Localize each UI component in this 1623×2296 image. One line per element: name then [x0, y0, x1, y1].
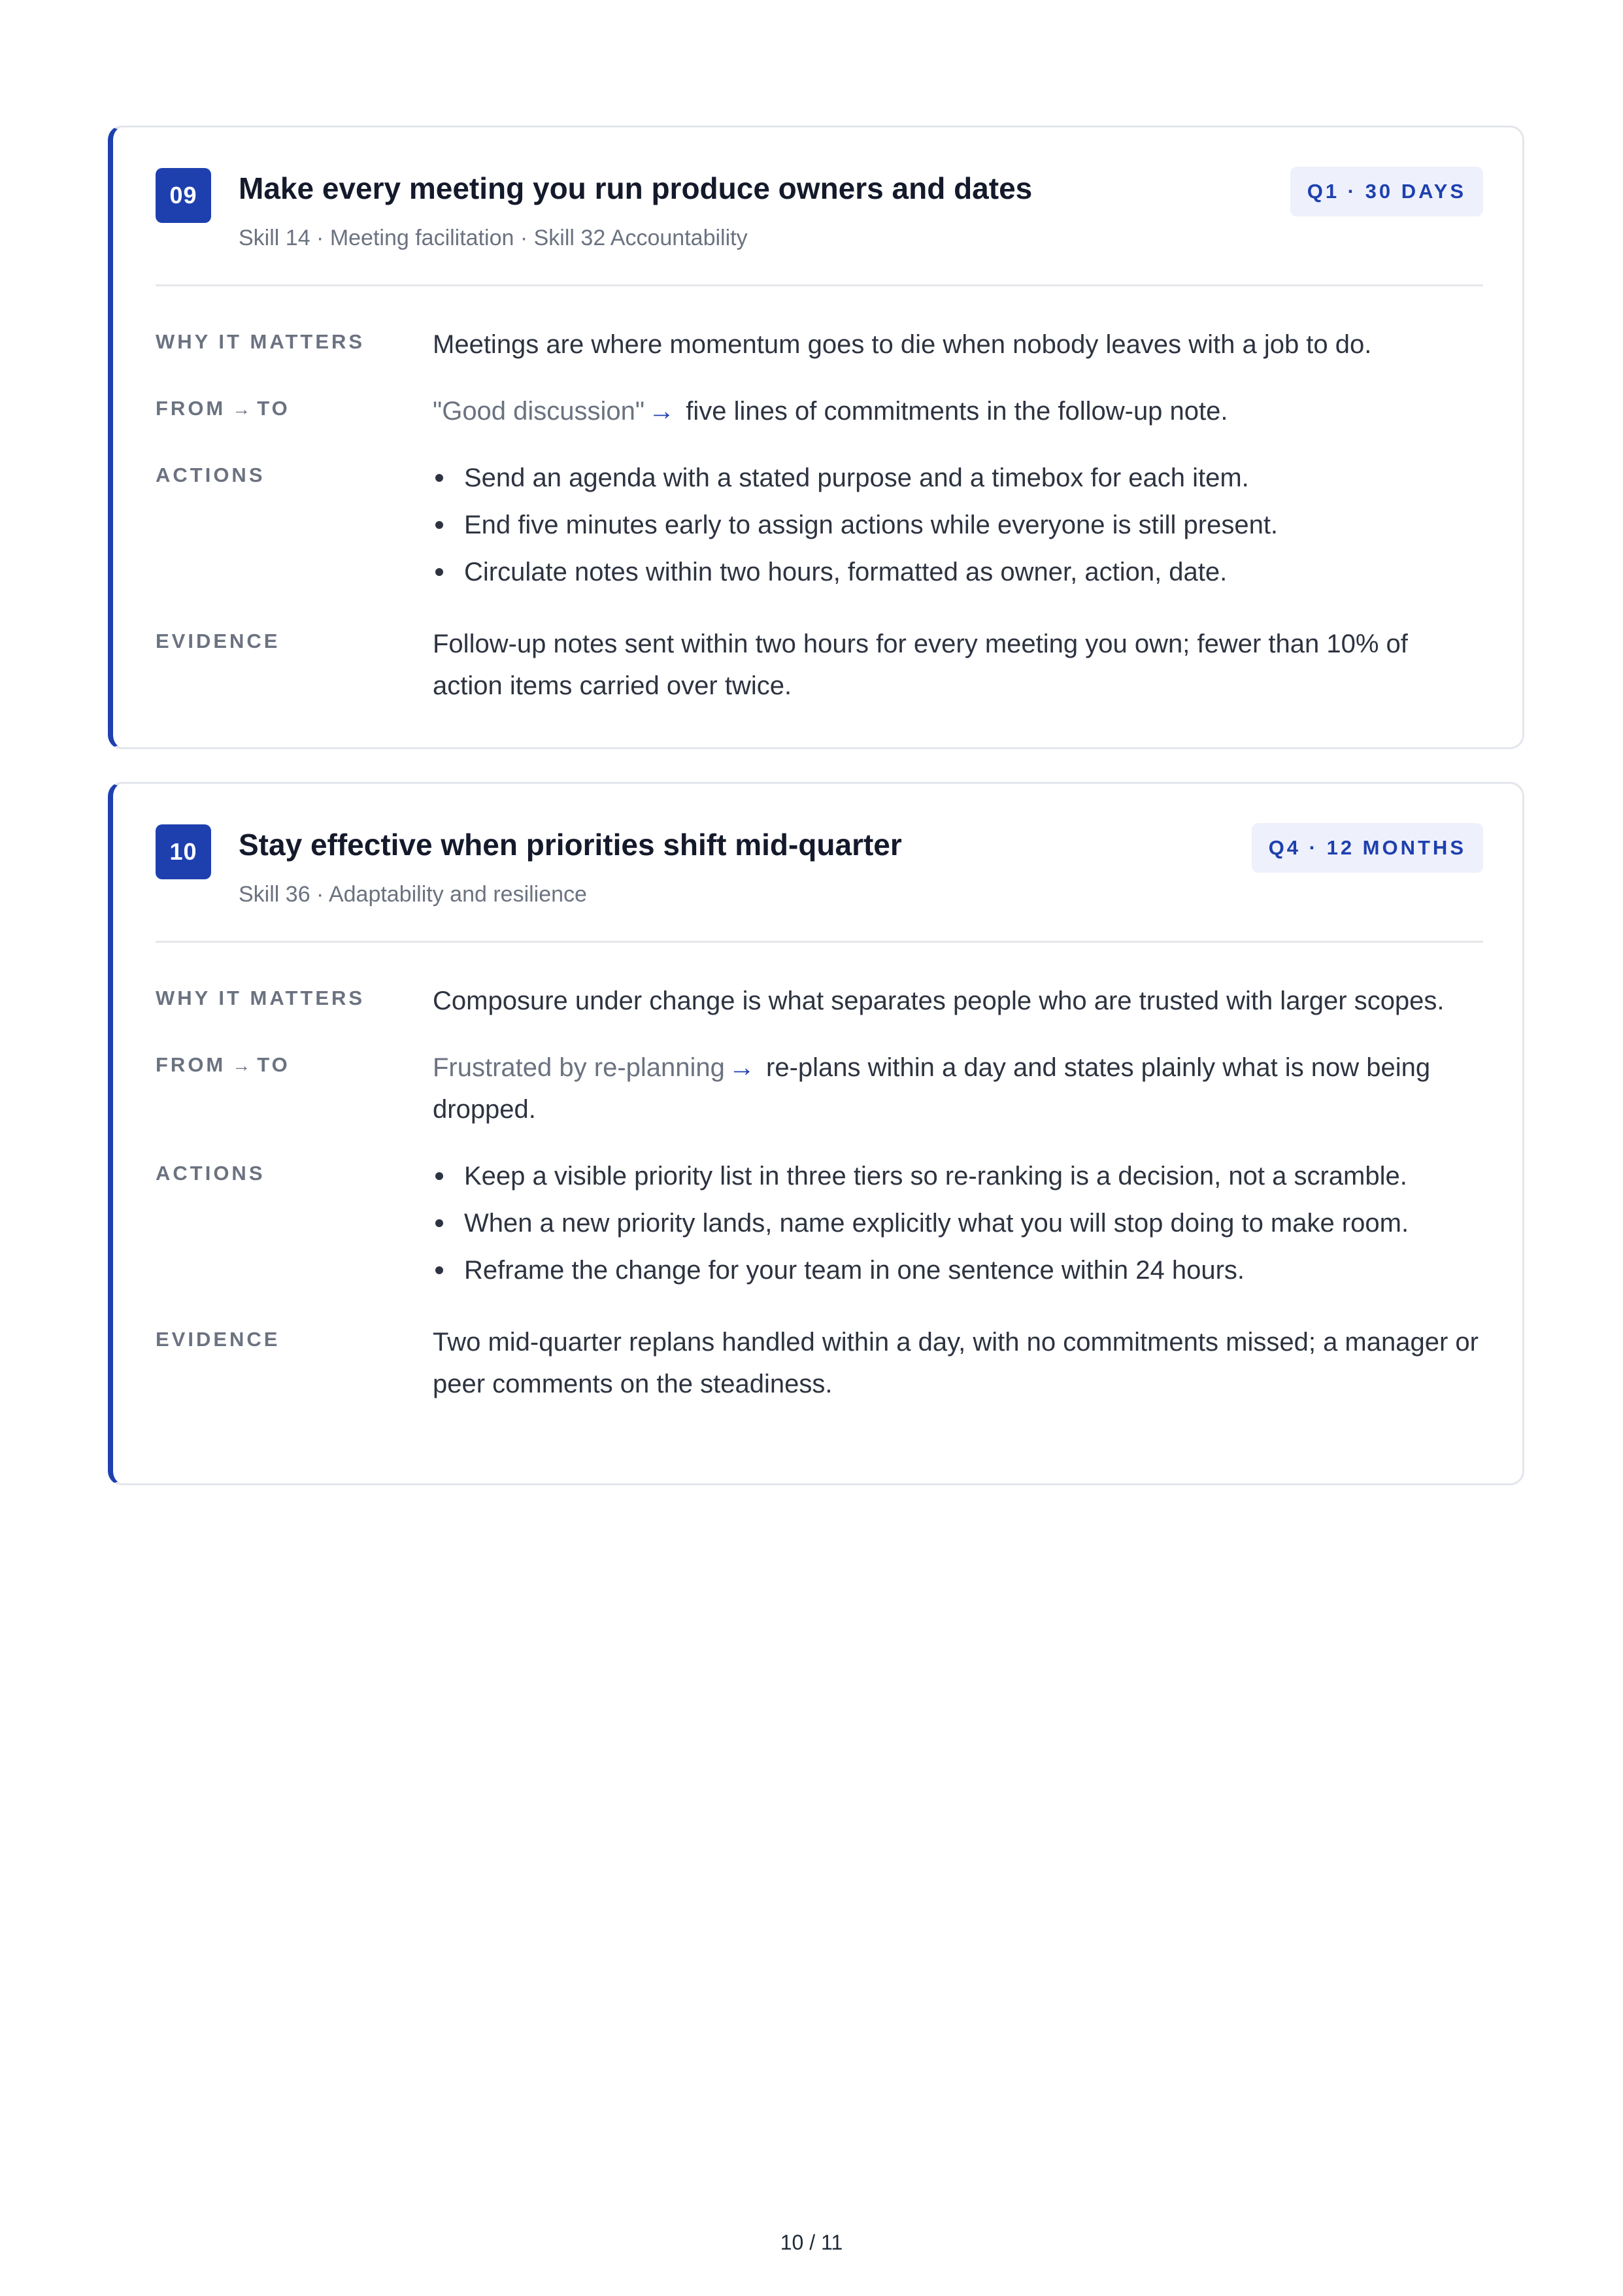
from-to-text — [433, 1047, 1483, 1130]
goal-number-badge: 10 — [156, 824, 211, 879]
actions-list — [433, 457, 1483, 593]
from-text: "Good discussion" — [433, 397, 645, 426]
divider — [156, 941, 1483, 943]
divider — [156, 284, 1483, 286]
actions-row — [156, 457, 1483, 598]
arrow-label-icon: → — [232, 399, 251, 419]
from-to-label — [156, 1047, 433, 1130]
arrow-label-icon: → — [232, 1055, 251, 1075]
actions-label: ACTIONS — [156, 464, 265, 486]
goal-title: Make every meeting you run produce owners and dates — [239, 171, 1033, 205]
page-number: 10 / 11 — [780, 2231, 843, 2254]
action-item: Reframe the change for your team in one sentence within 24 hours. — [433, 1249, 1483, 1291]
goal-card — [108, 126, 1524, 749]
goal-skills: Skill 36 · Adaptability and resilience — [239, 882, 587, 907]
timing-badge: Q4 · 12 MONTHS — [1252, 823, 1483, 873]
evidence-label: EVIDENCE — [156, 1328, 280, 1351]
action-item: End five minutes early to assign actions while everyone is still present. — [433, 504, 1483, 546]
action-item: Keep a visible priority list in three tiers so re-ranking is a decision, not a scramble. — [433, 1155, 1483, 1197]
evidence-row — [156, 1321, 1483, 1405]
action-item: Send an agenda with a stated purpose and a timebox for each item. — [433, 457, 1483, 499]
from-text: Frustrated by re-planning — [433, 1053, 725, 1082]
goal-skills: Skill 14 · Meeting facilitation · Skill 32 Accountability — [239, 226, 748, 250]
goal-number-badge: 09 — [156, 168, 211, 223]
action-item: Circulate notes within two hours, formatted as owner, action, date. — [433, 551, 1483, 593]
to-label: TO — [257, 397, 290, 420]
from-to-label — [156, 390, 433, 432]
goal-details — [156, 980, 1483, 1430]
timing-badge: Q1 · 30 DAYS — [1290, 167, 1483, 216]
why-text: Composure under change is what separates people who are trusted with larger scopes. — [433, 987, 1445, 1015]
why-text: Meetings are where momentum goes to die when nobody leaves with a job to do. — [433, 330, 1372, 359]
to-label: TO — [257, 1053, 290, 1076]
why-label: WHY IT MATTERS — [156, 987, 365, 1009]
from-label: FROM — [156, 397, 226, 420]
goal-details — [156, 324, 1483, 732]
from-to-row — [156, 390, 1483, 432]
actions-row — [156, 1155, 1483, 1296]
evidence-text: Follow-up notes sent within two hours for every meeting you own; fewer than 10% of action items carried over twice. — [433, 630, 1408, 700]
from-to-row — [156, 1047, 1483, 1130]
evidence-row — [156, 623, 1483, 707]
why-row — [156, 980, 1483, 1022]
action-item: When a new priority lands, name explicitly what you will stop doing to make room. — [433, 1202, 1483, 1244]
arrow-icon: → — [648, 397, 675, 426]
arrow-icon: → — [728, 1053, 755, 1082]
from-to-text — [433, 390, 1483, 432]
actions-list — [433, 1155, 1483, 1291]
to-text: five lines of commitments in the follow-up note. — [686, 397, 1228, 426]
from-label: FROM — [156, 1053, 226, 1076]
actions-label: ACTIONS — [156, 1162, 265, 1185]
evidence-label: EVIDENCE — [156, 630, 280, 652]
why-row — [156, 324, 1483, 365]
to-text: re-plans within a day and states plainly what is now being dropped. — [433, 1053, 1431, 1124]
goal-card — [108, 782, 1524, 1485]
evidence-text: Two mid-quarter replans handled within a day, with no commitments missed; a manager or peer comments on the steadiness. — [433, 1328, 1479, 1398]
why-label: WHY IT MATTERS — [156, 330, 365, 353]
goal-title: Stay effective when priorities shift mid-quarter — [239, 828, 902, 862]
